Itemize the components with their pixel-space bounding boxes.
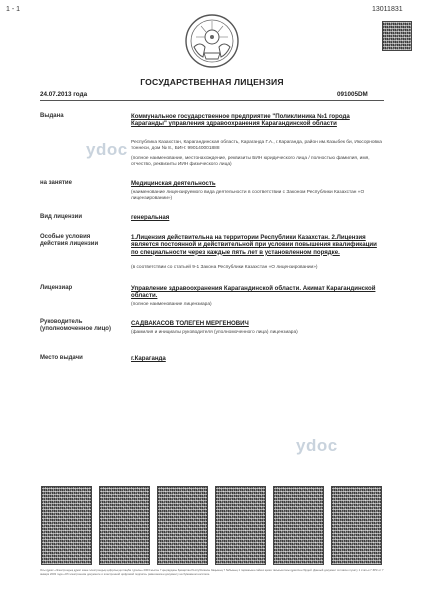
watermark: ydoc xyxy=(296,436,338,455)
state-emblem-icon xyxy=(184,13,240,69)
qr-code-icon xyxy=(273,486,324,565)
place-value: г.Караганда xyxy=(131,355,166,362)
issued-to-value: Коммунальное государственное предприятие "Поликлиника №1 города Караганды" управления здравоохранения Карагандинской области xyxy=(131,113,350,128)
qr-code-icon xyxy=(382,21,412,51)
footer-legal-text: Осы құжат «Электрондық құжат және электрондық цифрлық қолтаңба туралы» 2003 жылғы 7 қаңтардағы Қазақстан Республикасы Заңының 7 бабының 1 тармағына сәйкес қағаз тасығыштағы құжатпен бірдей. Данный документ согласно пункту 1 статьи 7 ЗРК от 7 января 2003 года «Об электронном документе и электронной цифровой подписи» равнозначен документу на бумажном носителе. xyxy=(40,568,384,576)
conditions-value: 1.Лицензия действительна на территории Республики Казахстан. 2.Лицензия является постоянной и действительной при условии повышения квалификации по специальности через каждые пять лет в установленном порядке. xyxy=(131,234,377,256)
qr-code-icon xyxy=(331,486,382,565)
issued-to-note: (полное наименование, местонахождение, реквизиты БИН юридического лица / полностью фамилия, имя, отчество, реквизиты ИИН физического лица) xyxy=(131,156,370,167)
licensor-label: Лицензиар xyxy=(40,285,73,291)
license-number: 091005DM xyxy=(337,91,368,98)
license-type-label: Вид лицензии xyxy=(40,214,83,220)
header-divider xyxy=(40,100,384,101)
qr-code-icon xyxy=(157,486,208,565)
page-number: 1 - 1 xyxy=(6,6,21,13)
conditions-note: (в соответствии со статьей 9-1 Закона Республики Казахстан «О лицензировании») xyxy=(131,265,318,270)
issue-date: 24.07.2013 года xyxy=(40,91,88,98)
issued-to-label: Выдана xyxy=(40,113,64,119)
qr-code-icon xyxy=(215,486,266,565)
watermark: ydoc xyxy=(86,140,128,159)
head-label-line1: Руководитель xyxy=(40,319,83,325)
head-note: (фамилия и инициалы руководителя (уполномоченного лица) лицензиара) xyxy=(131,330,298,335)
licensor-note: (полное наименование лицензиара) xyxy=(131,302,212,307)
activity-note: (наименование лицензируемого вида деятельности в соответствии с Законом Республики Казахстан «О лицензировании») xyxy=(131,190,365,201)
document-title: ГОСУДАРСТВЕННАЯ ЛИЦЕНЗИЯ xyxy=(140,77,284,87)
place-label: Место выдачи xyxy=(40,355,83,361)
activity-value: Медицинская деятельность xyxy=(131,180,216,187)
head-value: САДВАКАСОВ ТОЛЕГЕН МЕРГЕНОВИЧ xyxy=(131,320,249,327)
document-number: 13011831 xyxy=(372,6,403,13)
conditions-label-line2: действия лицензии xyxy=(40,241,99,247)
license-type-value: генеральная xyxy=(131,214,170,221)
conditions-label-line1: Особые условия xyxy=(40,234,91,240)
issued-to-address: Республика Казахстан, Карагандинская область, Караганда Г.А., г.Караганда, район им.Казыбек би, Июсорновка тоннеси, дом № 8., БИН: 990140001888 xyxy=(131,140,382,151)
licensor-value: Управление здравоохранения Карагандинской области. Акимат Карагандинской области. xyxy=(131,285,376,300)
qr-code-icon xyxy=(99,486,150,565)
activity-label: на занятие xyxy=(40,180,72,186)
head-label-line2: (уполномоченное лицо) xyxy=(40,326,111,332)
qr-code-icon xyxy=(41,486,92,565)
